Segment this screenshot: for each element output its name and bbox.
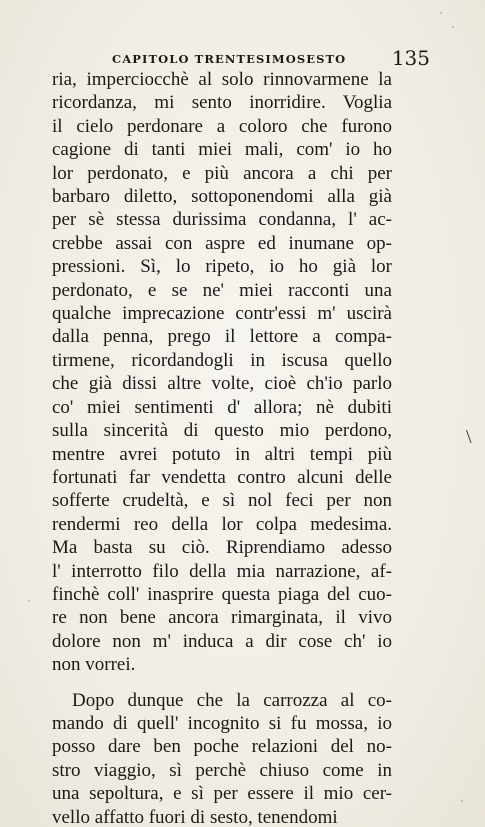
text-line: che già dissi altre volte, cioè ch'io parlo (52, 373, 392, 395)
text-line: una sepoltura, e sì per essere il mio cer- (52, 783, 392, 805)
text-line: Ma basta su ciò. Riprendiamo adesso (52, 537, 392, 559)
text-line: crebbe assai con aspre ed inumane op- (52, 232, 392, 254)
page-number: 135 (391, 46, 430, 70)
text-line: posso dare ben poche relazioni del no- (52, 736, 392, 758)
paper-speck (461, 800, 463, 802)
body-text (52, 68, 392, 827)
text-line: per sè stessa durissima condanna, l' ac- (52, 209, 392, 231)
text-line: barbaro diletto, sottoponendomi alla già (52, 186, 392, 208)
text-line: finchè coll' inasprire questa piaga del cuo- (52, 583, 392, 605)
text-line: sulla sincerità di questo mio perdono, (52, 420, 392, 442)
text-line: dalla penna, prego il lettore a compa- (52, 326, 392, 348)
text-line: stro viaggio, sì perchè chiuso come in (52, 759, 392, 781)
text-line: ria, imperciocchè al solo rinnovarmene la (52, 69, 392, 90)
paper-speck (440, 12, 442, 14)
text-line: Dopo dunque che la carrozza al co- (72, 689, 392, 711)
text-line: non vorrei. (52, 654, 136, 676)
text-line: il cielo perdonare a coloro che furono (52, 115, 392, 137)
text-line: l' interrotto filo della mia narrazione, af- (52, 560, 392, 582)
running-title: CAPITOLO TRENTESIMOSESTO (112, 52, 347, 66)
text-line: rendermi reo della lor colpa medesima. (52, 513, 392, 535)
paragraph-gap (52, 677, 392, 689)
paragraph (52, 68, 392, 677)
paragraph (52, 689, 392, 827)
text-line: re non bene ancora rimarginata, il vivo (52, 607, 392, 629)
text-line: tirmene, ricordandogli in iscusa quello (52, 349, 392, 371)
text-line: vello affatto fuori di sesto, tenendomi (52, 806, 338, 827)
text-line: co' miei sentimenti d' allora; nè dubiti (52, 396, 392, 418)
text-line: pressioni. Sì, lo ripeto, io ho già lor (52, 256, 392, 278)
paper-speck (28, 600, 30, 602)
text-line: lor perdonato, e più ancora a chi per (52, 162, 392, 184)
paper-speck (452, 26, 454, 28)
text-line: sofferte crudeltà, e sì nol feci per non (52, 490, 392, 512)
text-line: ricordanza, mi sento inorridire. Voglia (52, 92, 392, 114)
text-line: dolore non m' induca a dir cose ch' io (52, 630, 392, 652)
text-line: cagione di tanti miei mali, com' io ho (52, 139, 392, 161)
text-line: mentre avrei potuto in altri tempi più (52, 443, 392, 465)
text-line: perdonato, e se ne' miei racconti una (52, 279, 392, 301)
text-line: qualche imprecazione contr'essi m' uscirà (52, 303, 392, 325)
text-line: fortunati far vendetta contro alcuni delle (52, 466, 392, 488)
margin-mark: \ (466, 426, 472, 448)
text-line: mando di quell' incognito si fu mossa, io (52, 712, 392, 734)
